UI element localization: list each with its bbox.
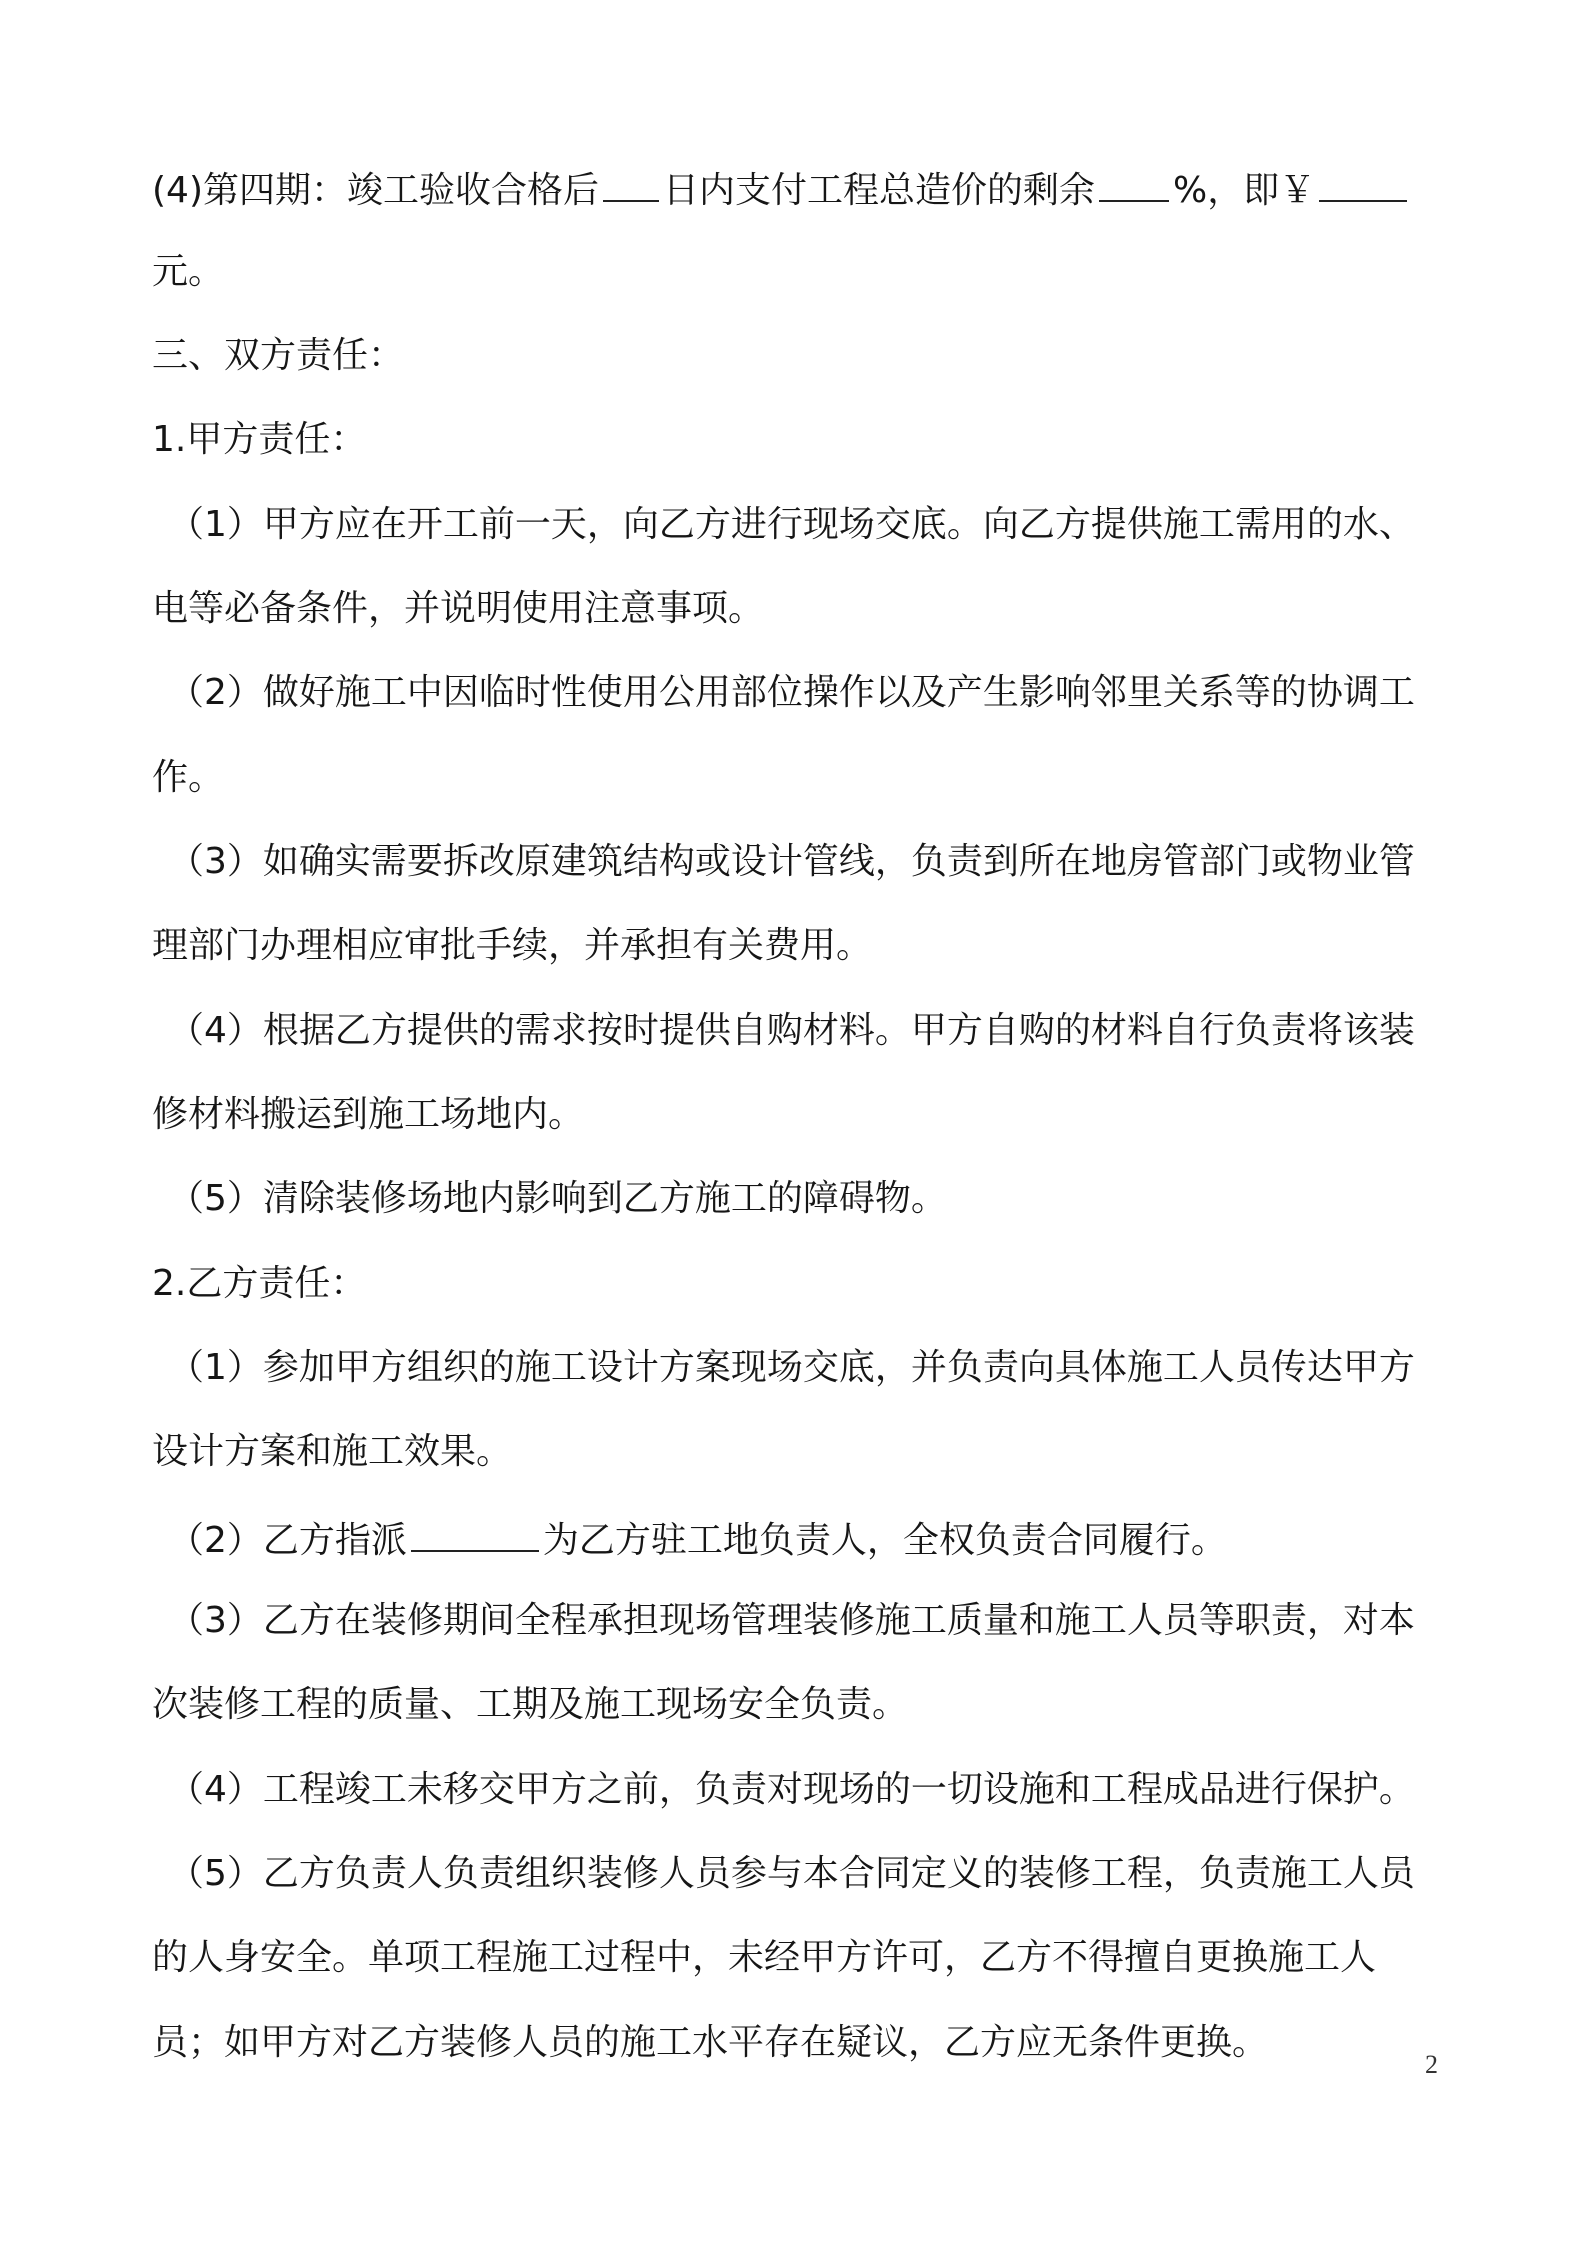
paragraph-line: 元。 [152,251,225,292]
text-segment: 日内支付工程总造价的剩余 [663,170,1096,211]
text-segment: (4)第四期：竣工验收合格后 [152,170,599,211]
paragraph-line: 修材料搬运到施工场地内。 [152,1094,585,1135]
paragraph-line: 理部门办理相应审批手续，并承担有关费用。 [152,925,873,966]
text-segment: %，即￥ [1173,170,1316,211]
paragraph-line: （2）做好施工中因临时性使用公用部位操作以及产生影响邻里关系等的协调工 [168,672,1415,713]
paragraph-line: （3）如确实需要拆改原建筑结构或设计管线，负责到所在地房管部门或物业管 [168,841,1415,882]
fill-in-blank [1319,162,1407,202]
paragraph-line: （4）根据乙方提供的需求按时提供自购材料。甲方自购的材料自行负责将该装 [168,1010,1415,1051]
section-heading: 三、双方责任： [152,335,405,376]
fill-in-blank [603,162,659,202]
paragraph-line: 员；如甲方对乙方装修人员的施工水平存在疑议，乙方应无条件更换。 [152,2022,1269,2063]
paragraph-line: （1）参加甲方组织的施工设计方案现场交底，并负责向具体施工人员传达甲方 [168,1347,1415,1388]
fill-in-blank [411,1512,539,1552]
paragraph-line: （3）乙方在装修期间全程承担现场管理装修施工质量和施工人员等职责，对本 [168,1600,1415,1641]
paragraph-line: （4）工程竣工未移交甲方之前，负责对现场的一切设施和工程成品进行保护。 [168,1769,1415,1810]
paragraph-line: （5）清除装修场地内影响到乙方施工的障碍物。 [168,1178,947,1219]
paragraph-line: 作。 [152,757,225,798]
paragraph-line: 设计方案和施工效果。 [152,1431,513,1472]
text-segment: 为乙方驻工地负责人，全权负责合同履行。 [542,1520,1227,1561]
fill-in-blank [1099,162,1169,202]
paragraph-line: （1）甲方应在开工前一天，向乙方进行现场交底。向乙方提供施工需用的水、 [168,504,1415,545]
paragraph-line [152,162,1411,216]
paragraph-line: 的人身安全。单项工程施工过程中，未经甲方许可，乙方不得擅自更换施工人 [152,1937,1377,1978]
paragraph-line: 次装修工程的质量、工期及施工现场安全负责。 [152,1684,909,1725]
page-number: 2 [1425,2050,1438,2079]
paragraph-line [168,1512,1227,1566]
subsection-heading: 2.乙方责任： [152,1263,367,1304]
paragraph-line: 电等必备条件，并说明使用注意事项。 [152,588,765,629]
text-segment: （2）乙方指派 [168,1520,407,1561]
subsection-heading: 1.甲方责任： [152,419,367,460]
paragraph-line: （5）乙方负责人负责组织装修人员参与本合同定义的装修工程，负责施工人员 [168,1853,1415,1894]
